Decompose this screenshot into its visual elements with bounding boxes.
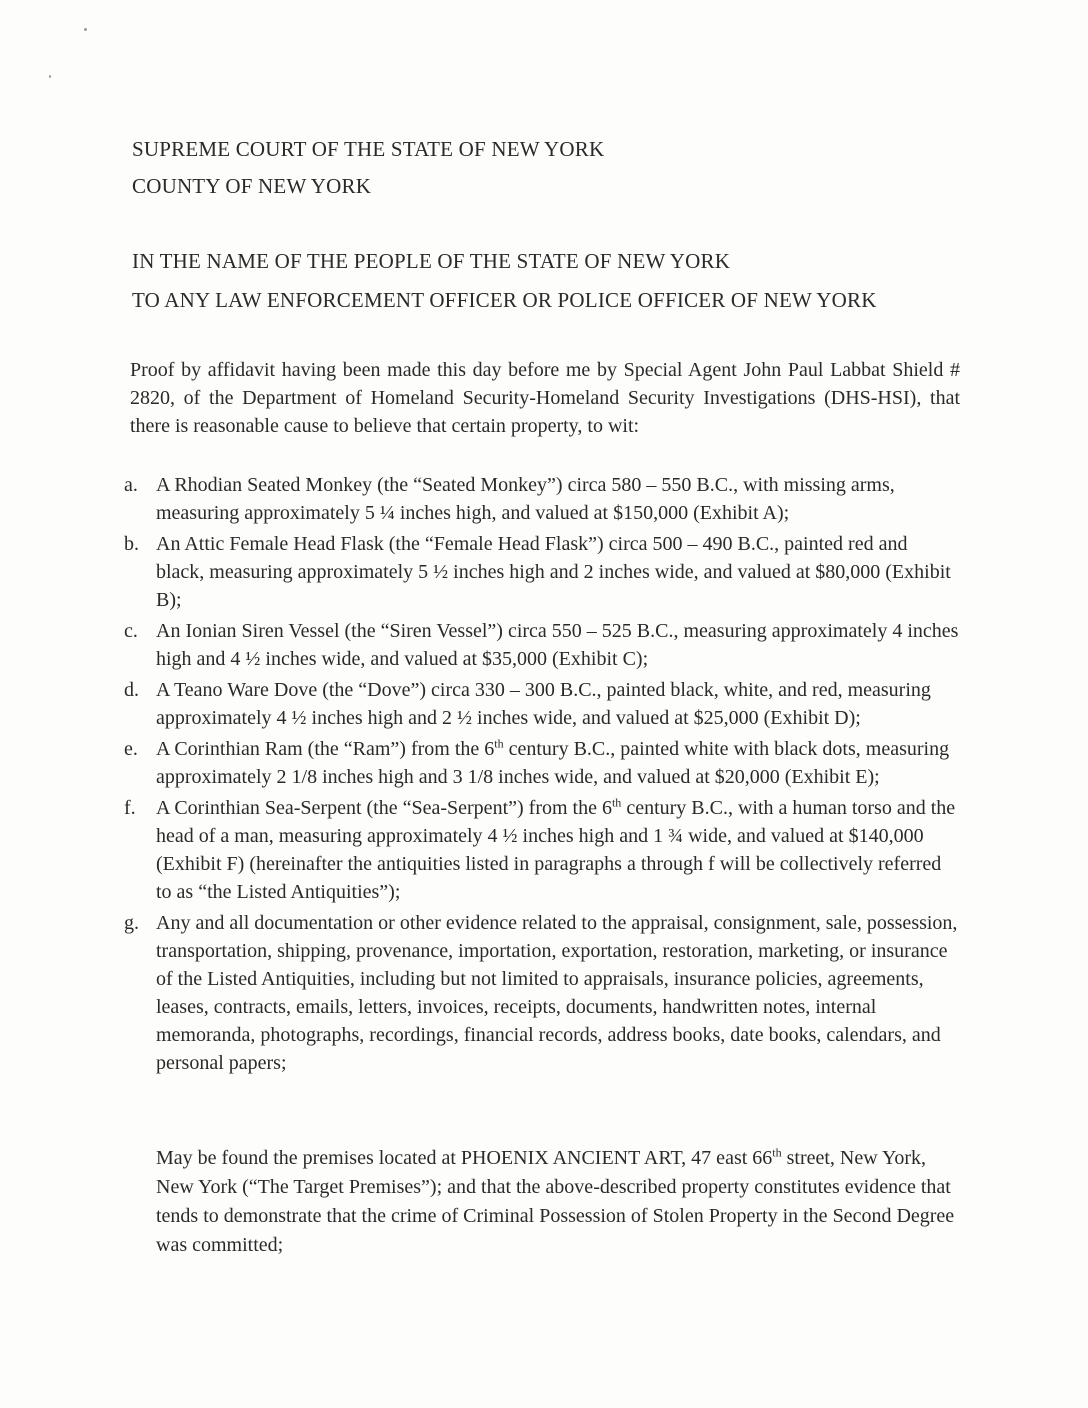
item-text: Any and all documentation or other evidence related to the appraisal, consignment, sale, possession, transportation, shipping, provenance, importation, exportation, restoration, marketing, or insurance of the Listed Antiquities, including but not limited to appraisals, insurance policies, agreements, leases, contracts, emails, letters, invoices, receipts, documents, handwritten notes, internal memoranda, photographs, recordings, financial records, address books, date books, calendars, and personal papers; bbox=[156, 912, 958, 1074]
list-item bbox=[124, 617, 960, 673]
item-text-part: century B.C., with a human torso and the head of a man, measuring approximately 4 ½ inches high and 1 ¾ wide, and valued at $140,000 (Exhibit F) (hereinafter the antiquities listed in paragraphs a through f will be collectively referred to as “the Listed Antiquities”); bbox=[156, 797, 956, 903]
ordinal-suffix: th bbox=[494, 736, 504, 751]
item-marker: d. bbox=[124, 679, 139, 701]
item-text: An Ionian Siren Vessel (the “Siren Vessel”) circa 550 – 525 B.C., measuring approximately 4 inches high and 4 ½ inches wide, and valued at $35,000 (Exhibit C); bbox=[156, 620, 959, 670]
item-text: A Rhodian Seated Monkey (the “Seated Monkey”) circa 580 – 550 B.C., with missing arms, measuring approximately 5 ¼ inches high, and valued at $150,000 (Exhibit A); bbox=[156, 474, 895, 524]
closing-paragraph bbox=[156, 1144, 956, 1260]
item-marker: a. bbox=[124, 474, 138, 496]
ordinal-suffix: th bbox=[611, 795, 622, 810]
list-item bbox=[124, 794, 960, 906]
item-text: A Teano Ware Dove (the “Dove”) circa 330 – 300 B.C., painted black, white, and red, measuring approximately 4 ½ inches high and 2 ½ inches wide, and valued at $25,000 (Exhibit D); bbox=[156, 679, 931, 729]
list-item bbox=[124, 471, 960, 527]
item-text: An Attic Female Head Flask (the “Female Head Flask”) circa 500 – 490 B.C., painted red and black, measuring approximately 5 ½ inches high and 2 inches wide, and valued at $80,000 (Exhibit B); bbox=[156, 533, 951, 611]
intro-paragraph: Proof by affidavit having been made this day before me by Special Agent John Paul Labbat Shield # 2820, of the Department of Homeland Security-Homeland Security Investigations (DHS-HSI), that there is reasonable cause to believe that certain property, to wit: bbox=[130, 359, 960, 437]
list-item bbox=[124, 909, 960, 1077]
item-text-part: A Corinthian Ram (the “Ram”) from the 6 bbox=[156, 738, 495, 760]
officer-heading: TO ANY LAW ENFORCEMENT OFFICER OR POLICE OFFICER OF NEW YORK bbox=[132, 288, 877, 312]
people-heading: IN THE NAME OF THE PEOPLE OF THE STATE OF NEW YORK bbox=[132, 249, 731, 273]
property-list bbox=[124, 471, 960, 1080]
county-name: COUNTY OF NEW YORK bbox=[132, 174, 372, 198]
scan-speck bbox=[84, 28, 87, 31]
item-marker: b. bbox=[124, 533, 139, 555]
ordinal-suffix: th bbox=[772, 1145, 782, 1160]
item-marker: c. bbox=[124, 620, 138, 642]
item-text bbox=[156, 738, 949, 788]
court-name: SUPREME COURT OF THE STATE OF NEW YORK bbox=[132, 137, 605, 161]
item-text-part: century B.C., painted white with black dots, measuring approximately 2 1/8 inches high and 3 1/8 inches wide, and valued at $20,000 (Exhibit E); bbox=[156, 738, 950, 788]
item-marker: g. bbox=[124, 912, 139, 934]
closing-text-part: street, New York, New York (“The Target Premises”); and that the above-described property constitutes evidence that tends to demonstrate that the crime of Criminal Possession of Stolen Property in the Second Degree was committed; bbox=[156, 1147, 955, 1256]
item-marker: e. bbox=[124, 738, 138, 760]
list-item bbox=[124, 735, 960, 791]
item-marker: f. bbox=[124, 797, 136, 819]
closing-text-part: May be found the premises located at PHOENIX ANCIENT ART, 47 east 66 bbox=[156, 1147, 773, 1169]
list-item bbox=[124, 676, 960, 732]
item-text-part: A Corinthian Sea-Serpent (the “Sea-Serpent”) from the 6 bbox=[156, 797, 612, 819]
scan-speck bbox=[49, 75, 51, 78]
item-text bbox=[156, 797, 955, 903]
list-item bbox=[124, 530, 960, 614]
